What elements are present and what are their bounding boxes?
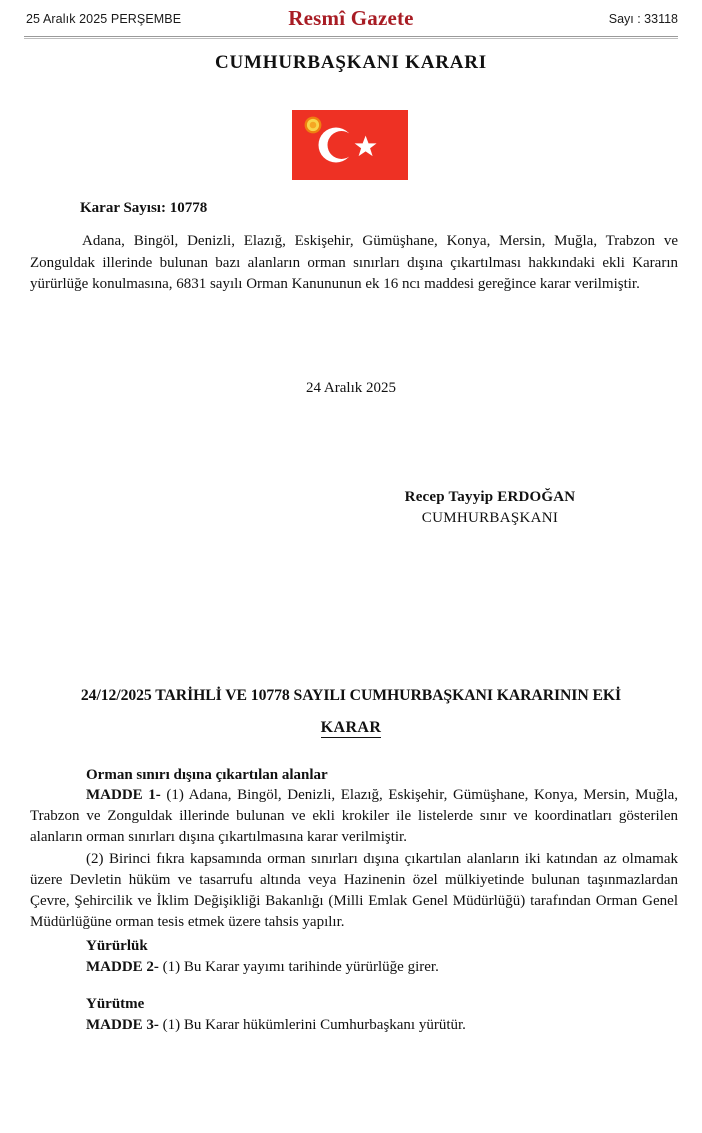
signer-role: CUMHURBAŞKANI	[421, 510, 559, 526]
section-heading-effective-date: Yürürlük	[86, 938, 148, 954]
article-2-paragraph-1-text: (1) Bu Karar yayımı tarihinde yürürlüğe girer.	[162, 959, 439, 975]
annex-subtitle-text: KARAR	[320, 719, 382, 736]
masthead	[0, 0, 702, 40]
decision-number: Karar Sayısı: 10778	[80, 200, 208, 216]
masthead-title: Resmî Gazete	[288, 6, 414, 30]
turkish-flag	[292, 110, 408, 180]
section-heading-enforcement: Yürütme	[86, 996, 145, 1012]
article-3-paragraph-1	[30, 1015, 678, 1036]
article-1-paragraph-2: (2) Birinci fıkra kapsamında orman sınırları dışına çıkartılan alanların iki katından az olmamak üzere Devletin hüküm ve tasarrufu altında veya Hazinenin özel mülkiyetinde bulunan taşınmazlardan Çevre, Şehircilik ve İklim Değişikliği Bakanlığı (Milli Emlak Genel Müdürlüğü) tarafından Orman Genel Müdürlüğüne orman tesis etmek üzere tahsis yapılır.	[30, 851, 678, 930]
masthead-issue-number: Sayı : 33118	[608, 12, 678, 26]
page-title: CUMHURBAŞKANI KARARI	[215, 52, 487, 73]
signature-date: 24 Aralık 2025	[306, 380, 396, 396]
article-2-paragraph-1	[30, 957, 678, 978]
article-3-label: MADDE 3-	[86, 1017, 159, 1033]
signature-block	[330, 489, 650, 527]
article-1-label: MADDE 1-	[86, 787, 161, 803]
article-1-paragraph-1	[30, 785, 678, 848]
section-heading-forest-areas: Orman sınırı dışına çıkartılan alanlar	[86, 767, 328, 783]
article-2-label: MADDE 2-	[86, 959, 159, 975]
signer-name: Recep Tayyip ERDOĞAN	[404, 489, 576, 505]
sun-emblem	[305, 117, 322, 134]
annex-title: 24/12/2025 TARİHLİ VE 10778 SAYILI CUMHURBAŞKANI KARARININ EKİ	[80, 687, 622, 704]
decision-intro-paragraph: Adana, Bingöl, Denizli, Elazığ, Eskişehir, Gümüşhane, Konya, Mersin, Muğla, Trabzon ve Zonguldak illerinde bulunan bazı alanların orman sınırları dışına çıkartılması hakkındaki ekli Kararın yürürlüğe konulmasına, 6831 sayılı Orman Kanununun ek 16 ncı maddesi gereğince karar verilmiştir.	[30, 233, 678, 292]
masthead-date: 25 Aralık 2025 PERŞEMBE	[26, 12, 182, 26]
annex-subtitle	[0, 719, 702, 737]
article-3-paragraph-1-text: (1) Bu Karar hükümlerini Cumhurbaşkanı yürütür.	[162, 1017, 466, 1033]
masthead-divider	[24, 36, 678, 39]
article-1-paragraph-1-text: (1) Adana, Bingöl, Denizli, Elazığ, Eskişehir, Gümüşhane, Konya, Mersin, Muğla, Trabzon ve Zonguldak illerinde bulunan ve ekli krokiler ile listelerde sınır ve koordinatları gösterilen alanların orman sınırları dışına çıkartılmasına karar verilmiştir.	[30, 787, 679, 845]
